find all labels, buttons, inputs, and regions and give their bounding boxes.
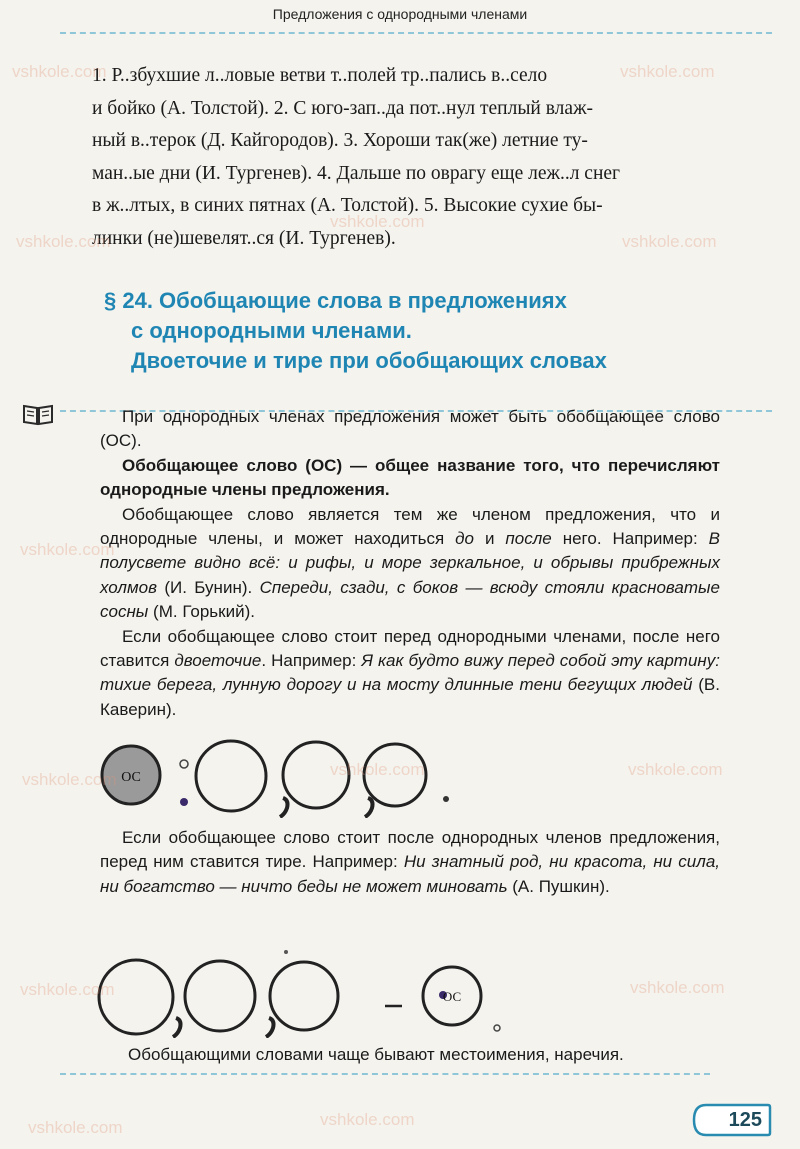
exercise-line: 1. Р..збухшие л..ловые ветви т..полей тр..пались в..село xyxy=(92,65,548,86)
header-divider xyxy=(60,32,772,34)
scheme-os-label: ОС xyxy=(442,989,462,1004)
scheme-colon-dot xyxy=(180,798,188,806)
scheme-os-label: ОС xyxy=(121,770,141,785)
page-number xyxy=(692,1103,772,1137)
scheme-comma xyxy=(173,1018,181,1037)
scheme-period xyxy=(443,796,449,802)
scheme-member-circle xyxy=(185,961,255,1031)
scheme-member-circle xyxy=(283,742,349,808)
scheme-member-circle xyxy=(196,741,266,811)
watermark: vshkole.com xyxy=(628,760,723,779)
watermark: vshkole.com xyxy=(20,980,115,999)
exercise-text xyxy=(92,60,722,255)
theory-block xyxy=(100,405,720,722)
exercise-line: в ж..лтых, в синих пятнах (А. Толстой). 5. Высокие сухие бы- xyxy=(92,195,603,216)
watermark: vshkole.com xyxy=(28,1118,123,1137)
scheme-member-circle xyxy=(270,962,338,1030)
scheme-member-circle xyxy=(99,960,173,1034)
paragraph: Если обобщающее слово стоит перед однородными членами, после него ставится двоеточие. Например: Я как будто вижу перед собой эту картину: тихие берега, лунную дорогу и на мосту длинные тени бегущих людей (В. Каверин). xyxy=(100,626,720,719)
book-icon xyxy=(22,402,54,426)
scheme-period xyxy=(494,1025,500,1031)
paragraph: Обобщающее слово является тем же членом предложения, что и однородные члены, и может находиться до и после него. Например: В полусвете видно всё: и рифы, и море зеркальное, и обрывы прибрежных холмов (И. Бунин). Спереди, сзади, с боков — всюду стояли красноватые сосны (М. Горький). xyxy=(100,504,720,622)
scheme-comma xyxy=(280,798,288,817)
section-title-line: Двоеточие и тире при обобщающих словах xyxy=(131,348,607,373)
paragraph: При однородных членах предложения может быть обобщающее слово (ОС). xyxy=(100,407,720,451)
exercise-line: и бойко (А. Толстой). 2. С юго-зап..да пот..нул теплый влаж- xyxy=(92,97,594,119)
scheme-comma xyxy=(365,798,373,817)
watermark: vshkole.com xyxy=(620,62,715,81)
watermark: vshkole.com xyxy=(622,232,717,251)
definition-paragraph: Обобщающее слово (ОС) — общее название того, что перечисляют однородные члены предложения. xyxy=(100,455,720,500)
watermark: vshkole.com xyxy=(12,62,107,81)
scheme-dash-diagram xyxy=(96,948,516,1038)
watermark: vshkole.com xyxy=(22,770,117,789)
watermark: vshkole.com xyxy=(20,540,115,559)
watermark: vshkole.com xyxy=(330,760,425,779)
scheme-comma xyxy=(266,1018,274,1037)
watermark: vshkole.com xyxy=(630,978,725,997)
paragraph: Если обобщающее слово стоит после однородных членов предложения, перед ним ставится тире. Например: Ни знатный род, ни красота, ни сила, ни богатство — ничто беды не может миновать (А. Пушкин). xyxy=(100,828,720,896)
theory-block xyxy=(100,826,720,899)
exercise-line: линки (не)шевелят..ся (И. Тургенев). xyxy=(92,227,396,249)
closing-sentence: Обобщающими словами чаще бывают местоимения, наречия. xyxy=(128,1045,624,1064)
section-title-line: с однородными членами. xyxy=(131,318,412,343)
watermark: vshkole.com xyxy=(320,1110,415,1129)
footer-divider xyxy=(60,1073,710,1075)
watermark: vshkole.com xyxy=(330,212,425,231)
watermark: vshkole.com xyxy=(16,232,111,251)
exercise-line: ман..ые дни (И. Тургенев). 4. Дальше по оврагу еще леж..л снег xyxy=(92,162,621,184)
scheme-colon-dot xyxy=(180,760,188,768)
section-title xyxy=(104,286,724,376)
section-title-line: § 24. Обобщающие слова в предложениях xyxy=(104,288,567,313)
running-head: Предложения с однородными членами xyxy=(272,6,528,22)
scheme-member-circle xyxy=(364,744,426,806)
exercise-line: ный в..терок (Д. Кайгородов). 3. Хороши так(же) летние ту- xyxy=(92,130,588,151)
scheme-colon-diagram xyxy=(98,738,458,818)
page-number-text: 125 xyxy=(728,1108,762,1131)
scheme-mark xyxy=(284,950,288,954)
